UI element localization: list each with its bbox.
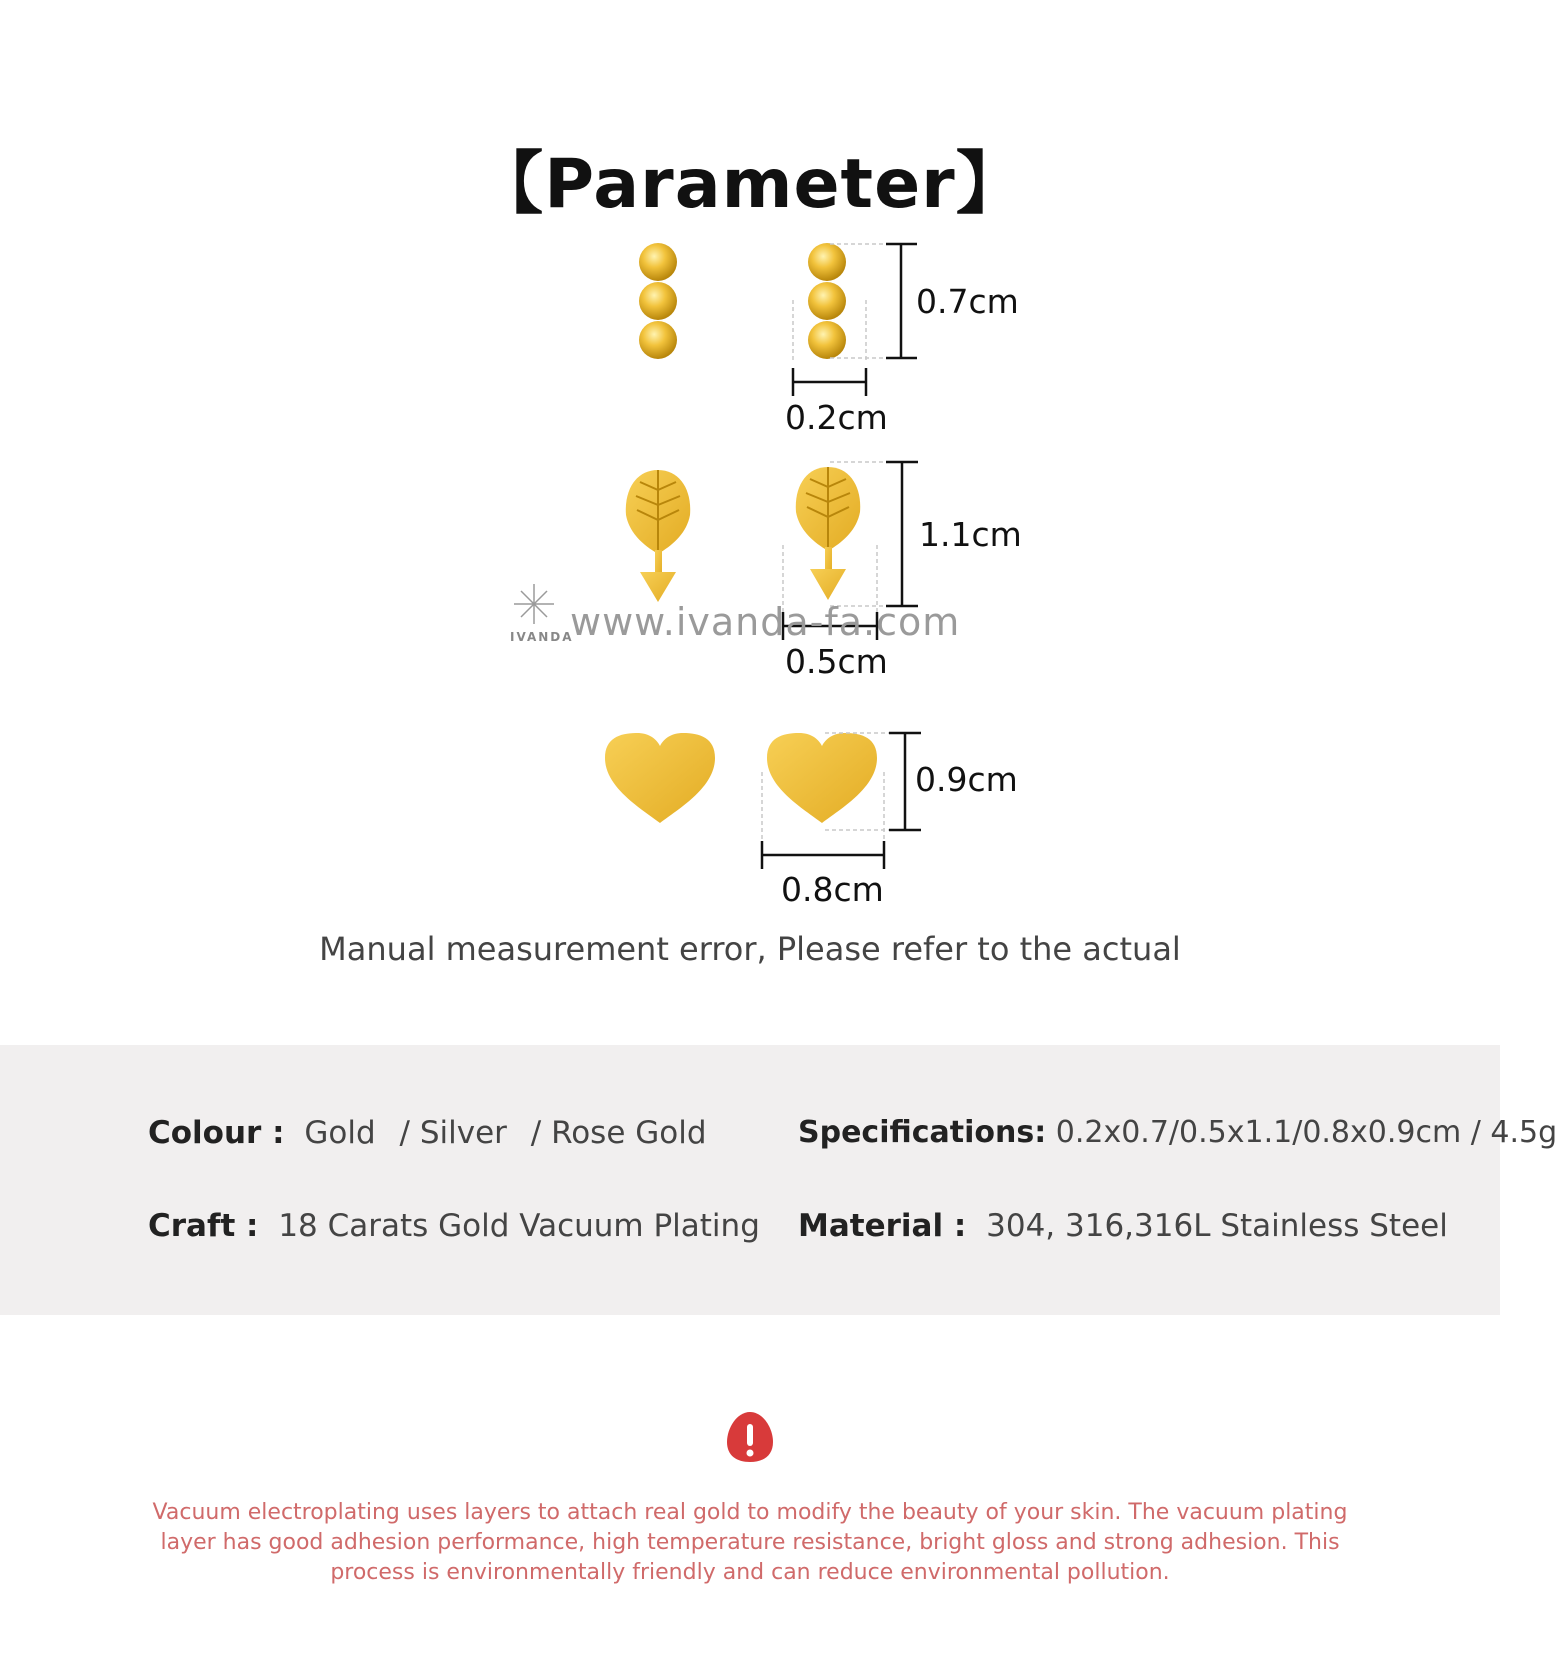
specifications-value: 0.2x0.7/0.5x1.1/0.8x0.9cm / 4.5g	[1055, 1115, 1557, 1150]
warning-icon	[725, 1410, 775, 1464]
bead-height-label: 0.7cm	[916, 282, 1019, 321]
craft-row	[148, 1208, 760, 1244]
bead-width-label: 0.2cm	[785, 398, 888, 437]
starburst-icon	[514, 584, 554, 624]
arrow-stud-front	[626, 470, 690, 602]
bead-stud-measured	[808, 243, 846, 359]
arrow-stud-measured	[796, 467, 860, 600]
heart-stud-measured	[767, 733, 877, 823]
measurement-note: Manual measurement error, Please refer to the actual	[319, 930, 1181, 968]
colour-gold: Gold	[304, 1115, 376, 1151]
colour-silver: / Silver	[399, 1115, 507, 1151]
plating-description: Vacuum electroplating uses layers to attach real gold to modify the beauty of your skin. The vacuum plating layer has good adhesion performance, high temperature resistance, bright gloss and strong adhesion. This process is environmentally friendly and can reduce environmental pollution.	[152, 1500, 1348, 1585]
specifications-row	[798, 1115, 1557, 1150]
craft-value: 18 Carats Gold Vacuum Plating	[278, 1208, 760, 1244]
arrow-height-bracket	[886, 462, 918, 606]
watermark-brand: IVANDA	[510, 630, 574, 644]
craft-key: Craft :	[148, 1208, 259, 1244]
heart-width-bracket	[762, 841, 884, 869]
arrow-height-label: 1.1cm	[919, 515, 1022, 554]
spec-panel	[0, 1045, 1500, 1315]
material-key: Material :	[798, 1208, 967, 1244]
page-title: 【Parameter】	[475, 145, 1025, 224]
heart-height-label: 0.9cm	[915, 760, 1018, 799]
material-row	[798, 1208, 1448, 1244]
bead-height-bracket	[886, 244, 917, 358]
colour-key: Colour :	[148, 1115, 285, 1151]
specifications-key: Specifications:	[798, 1115, 1047, 1150]
colour-row	[148, 1115, 707, 1151]
watermark-url: www.ivanda-fa.com	[570, 600, 961, 644]
heart-width-label: 0.8cm	[781, 870, 884, 909]
material-value: 304, 316,316L Stainless Steel	[986, 1208, 1448, 1244]
bead-width-bracket	[793, 368, 866, 396]
heart-stud-front	[605, 733, 715, 823]
bead-stud-front	[639, 243, 677, 359]
colour-rose-gold: / Rose Gold	[530, 1115, 707, 1151]
arrow-width-label: 0.5cm	[785, 642, 888, 681]
